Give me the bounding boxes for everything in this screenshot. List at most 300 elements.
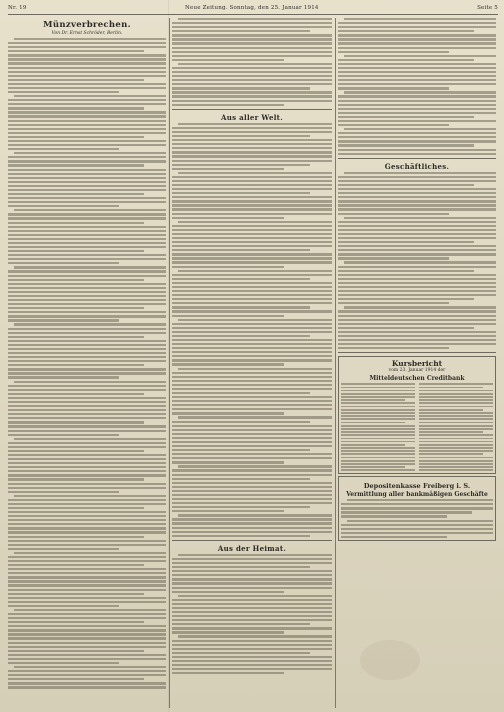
text-line [338, 132, 496, 134]
text-line [419, 396, 493, 398]
text-line [419, 406, 493, 408]
text-line [8, 238, 166, 240]
text-line [14, 266, 166, 268]
text-line [341, 425, 415, 427]
section-rule [338, 158, 496, 159]
text-line [172, 640, 332, 642]
text-line [172, 486, 332, 488]
text-line [8, 421, 144, 423]
text-line [172, 570, 332, 572]
text-line [172, 55, 332, 57]
text-line [341, 383, 415, 385]
text-line [172, 535, 310, 537]
text-line [8, 633, 166, 635]
text-line [8, 650, 144, 652]
text-line [172, 249, 310, 251]
text-line [8, 303, 166, 305]
text-line [338, 63, 496, 65]
text-line [8, 629, 166, 631]
text-line [8, 483, 166, 485]
text-line [172, 83, 332, 85]
text-line [172, 562, 332, 564]
text-line [8, 140, 166, 142]
text-line [172, 457, 332, 459]
text-line [8, 625, 166, 627]
issue-number: Nr. 19 [8, 4, 27, 11]
text-line [8, 307, 144, 309]
text-line [338, 290, 496, 292]
text-line [338, 229, 496, 231]
text-line [8, 67, 166, 69]
text-line [338, 120, 496, 122]
text-line [341, 528, 493, 530]
text-line [172, 196, 332, 198]
text-line [172, 461, 284, 463]
text-line [172, 229, 332, 231]
text-line [8, 519, 166, 521]
text-line [338, 286, 496, 288]
text-line [338, 225, 496, 227]
text-line [8, 193, 144, 195]
text-line [172, 392, 310, 394]
text-line [8, 417, 166, 419]
text-line [8, 83, 166, 85]
article-body [338, 18, 496, 155]
text-line [172, 627, 332, 629]
text-line [172, 429, 332, 431]
text-line [338, 100, 496, 102]
text-line [8, 148, 119, 150]
text-line [8, 107, 144, 109]
text-line [172, 648, 332, 650]
text-line [8, 87, 166, 89]
text-line [8, 531, 166, 533]
text-line [8, 58, 166, 60]
text-line [172, 253, 332, 255]
text-line [172, 591, 284, 593]
text-line [8, 275, 166, 277]
text-line [338, 95, 496, 97]
text-line [172, 135, 310, 137]
text-line [8, 670, 166, 672]
article-byline: Von Dr. Ernst Schröder, Berlin. [51, 31, 123, 36]
text-line [172, 104, 284, 106]
text-line [338, 233, 496, 235]
text-line [8, 336, 144, 338]
text-line [8, 572, 166, 574]
text-line [419, 399, 493, 401]
text-line [341, 511, 472, 513]
text-line [338, 108, 496, 110]
column-divider [169, 18, 170, 708]
text-line [338, 153, 496, 155]
column-divider [335, 18, 336, 708]
text-line [172, 527, 332, 529]
text-line [172, 437, 332, 439]
text-line [14, 209, 166, 211]
text-line [172, 302, 332, 304]
text-line [8, 254, 166, 256]
text-line [172, 298, 332, 300]
text-line [338, 112, 496, 114]
text-line [338, 282, 496, 284]
text-line [172, 127, 332, 129]
text-line [8, 593, 144, 595]
text-line [14, 38, 166, 40]
text-line [341, 463, 415, 465]
text-line [338, 343, 496, 345]
text-line [172, 95, 332, 97]
text-line [341, 524, 493, 526]
text-line [172, 331, 332, 333]
text-line [8, 54, 166, 56]
text-line [8, 120, 166, 122]
text-line [172, 502, 332, 504]
text-line [172, 79, 332, 81]
text-line [419, 441, 493, 443]
text-line [341, 444, 405, 446]
text-line [338, 180, 496, 182]
text-line [8, 654, 166, 656]
text-line [419, 457, 493, 459]
text-line [8, 376, 119, 378]
text-line [338, 184, 474, 186]
text-line [172, 478, 310, 480]
text-line [172, 155, 332, 157]
text-line [172, 180, 332, 182]
text-line [172, 351, 332, 353]
text-line [338, 75, 496, 77]
text-line [8, 584, 166, 586]
text-line [8, 128, 166, 130]
text-line [172, 518, 332, 520]
text-line [8, 124, 166, 126]
text-line [8, 103, 166, 105]
text-line [8, 686, 166, 688]
text-line [172, 151, 332, 153]
text-line [8, 173, 166, 175]
text-line [338, 249, 496, 251]
text-line [419, 393, 493, 395]
text-line [341, 450, 415, 452]
text-line [8, 617, 166, 619]
text-line [172, 587, 332, 589]
text-line [8, 144, 166, 146]
text-line [8, 576, 166, 578]
text-line [8, 458, 166, 460]
section-rule [338, 352, 496, 353]
text-line [172, 359, 332, 361]
text-line [341, 399, 405, 401]
text-line [172, 425, 332, 427]
text-line [338, 176, 496, 178]
text-line [8, 42, 166, 44]
text-line [338, 335, 496, 337]
text-line [347, 499, 493, 501]
text-line [8, 160, 166, 162]
text-line [172, 522, 332, 524]
text-line [8, 662, 119, 664]
article-body [8, 38, 166, 689]
text-line [8, 499, 166, 501]
text-line [172, 323, 332, 325]
text-line [338, 67, 496, 69]
text-line [178, 63, 332, 65]
text-line [14, 152, 166, 154]
text-line [341, 418, 415, 420]
text-line [178, 465, 332, 467]
text-line [172, 421, 310, 423]
text-line [8, 434, 119, 436]
section-rule [172, 540, 332, 541]
text-line [8, 474, 166, 476]
text-line [341, 412, 415, 414]
text-line [178, 368, 332, 370]
text-line [172, 290, 332, 292]
text-line [14, 552, 166, 554]
text-line [8, 430, 166, 432]
text-line [8, 487, 166, 489]
text-line [172, 506, 310, 508]
text-line [338, 104, 496, 106]
text-line [172, 607, 332, 609]
text-line [8, 523, 166, 525]
text-line [419, 444, 493, 446]
text-line [338, 71, 496, 73]
text-line [172, 343, 332, 345]
column-right [338, 18, 496, 543]
text-line [172, 574, 332, 576]
text-line [8, 156, 166, 158]
text-line [8, 319, 119, 321]
article-body [172, 123, 332, 537]
text-line [8, 91, 119, 93]
text-line [341, 453, 415, 455]
text-line [338, 196, 496, 198]
column-middle [172, 18, 332, 674]
text-line [419, 469, 493, 471]
text-line [419, 383, 493, 385]
text-line [172, 26, 332, 28]
text-line [419, 415, 493, 417]
text-line [8, 250, 144, 252]
text-line [172, 30, 310, 32]
text-line [178, 172, 332, 174]
text-line [338, 298, 474, 300]
paper-stain [360, 640, 420, 680]
text-line [8, 222, 144, 224]
text-line [172, 474, 332, 476]
text-line [172, 404, 332, 406]
text-line [8, 217, 166, 219]
text-line [8, 478, 144, 480]
text-line [341, 457, 415, 459]
text-line [419, 412, 493, 414]
text-line [14, 438, 166, 440]
text-line [338, 136, 496, 138]
text-line [341, 406, 415, 408]
text-line [419, 450, 493, 452]
text-line [419, 390, 493, 392]
text-line [172, 34, 332, 36]
text-line [341, 507, 493, 509]
text-line [344, 172, 496, 174]
text-line [8, 658, 166, 660]
text-line [8, 397, 166, 399]
text-line [419, 409, 483, 411]
text-line [14, 381, 166, 383]
text-line [8, 564, 144, 566]
text-line [341, 409, 415, 411]
text-line [8, 328, 166, 330]
text-line [8, 401, 166, 403]
text-line [172, 274, 332, 276]
text-line [8, 242, 166, 244]
text-line [338, 34, 496, 36]
text-line [172, 664, 332, 666]
text-line [8, 262, 119, 264]
text-line [8, 682, 166, 684]
text-line [172, 87, 310, 89]
text-line [338, 208, 496, 210]
text-line [8, 637, 166, 639]
text-line [8, 385, 166, 387]
page-header [8, 3, 498, 15]
text-line [8, 226, 166, 228]
text-line [172, 611, 332, 613]
text-line [172, 75, 332, 77]
text-line [8, 62, 166, 64]
text-line [8, 348, 166, 350]
text-line [8, 315, 166, 317]
text-line [172, 376, 332, 378]
bank-text [341, 499, 493, 538]
text-line [172, 147, 332, 149]
text-line [172, 453, 332, 455]
text-line [344, 18, 496, 20]
text-line [8, 291, 166, 293]
text-line [8, 46, 166, 48]
text-line [338, 253, 496, 255]
text-line [419, 418, 493, 420]
text-line [8, 515, 166, 517]
text-line [172, 372, 332, 374]
text-line [178, 18, 332, 20]
text-line [338, 38, 496, 40]
text-line [172, 388, 332, 390]
article-body [338, 172, 496, 350]
text-line [172, 566, 310, 568]
text-line [172, 578, 332, 580]
text-line [8, 511, 166, 513]
text-line [8, 462, 166, 464]
text-line [8, 71, 166, 73]
text-line [338, 266, 496, 268]
page-number: Seite 5 [477, 4, 498, 11]
text-line [419, 428, 493, 430]
text-line [338, 124, 449, 126]
bank-advert [338, 476, 496, 541]
text-line [172, 131, 332, 133]
text-line [8, 389, 166, 391]
text-line [8, 580, 166, 582]
text-line [8, 205, 119, 207]
section-rule [172, 109, 332, 110]
text-line [338, 51, 449, 53]
text-line [8, 340, 166, 342]
text-line [8, 409, 166, 411]
text-line [178, 514, 332, 516]
text-line [341, 431, 415, 433]
text-line [8, 405, 166, 407]
text-line [338, 270, 474, 272]
text-line [338, 257, 449, 259]
text-line [8, 287, 166, 289]
text-line [172, 100, 332, 102]
text-line [178, 595, 332, 597]
text-line [172, 668, 332, 670]
text-line [172, 469, 332, 471]
kursbericht-title: Kursbericht [391, 359, 443, 369]
text-line [8, 560, 166, 562]
text-line [172, 310, 332, 312]
text-line [172, 47, 332, 49]
text-line [172, 445, 332, 447]
article-body [172, 18, 332, 106]
text-line [172, 71, 332, 73]
text-line [172, 261, 332, 263]
kurs-table [341, 383, 493, 471]
text-line [8, 177, 166, 179]
text-line [341, 396, 415, 398]
text-line [338, 59, 474, 61]
text-line [338, 237, 496, 239]
text-line [178, 635, 332, 637]
text-line [172, 408, 332, 410]
text-line [344, 217, 496, 219]
text-line [344, 306, 496, 308]
text-line [338, 323, 496, 325]
text-line [172, 278, 310, 280]
text-line [8, 393, 144, 395]
text-line [341, 447, 415, 449]
text-line [172, 615, 332, 617]
text-line [14, 323, 166, 325]
text-line [172, 38, 332, 40]
text-line [341, 438, 415, 440]
text-line [347, 520, 493, 522]
text-line [8, 466, 166, 468]
text-line [178, 554, 332, 556]
text-line [8, 79, 144, 81]
text-line [8, 332, 166, 334]
text-line [14, 609, 166, 611]
text-line [8, 450, 144, 452]
text-line [8, 50, 144, 52]
text-line [338, 188, 496, 190]
kursbericht-box [338, 356, 496, 474]
text-line [172, 327, 332, 329]
text-line [419, 422, 493, 424]
text-line [8, 230, 166, 232]
text-line [14, 666, 166, 668]
text-line [341, 469, 415, 471]
text-line [172, 531, 332, 533]
text-line [419, 431, 483, 433]
text-line [338, 310, 496, 312]
text-line [172, 208, 332, 210]
text-line [8, 189, 166, 191]
